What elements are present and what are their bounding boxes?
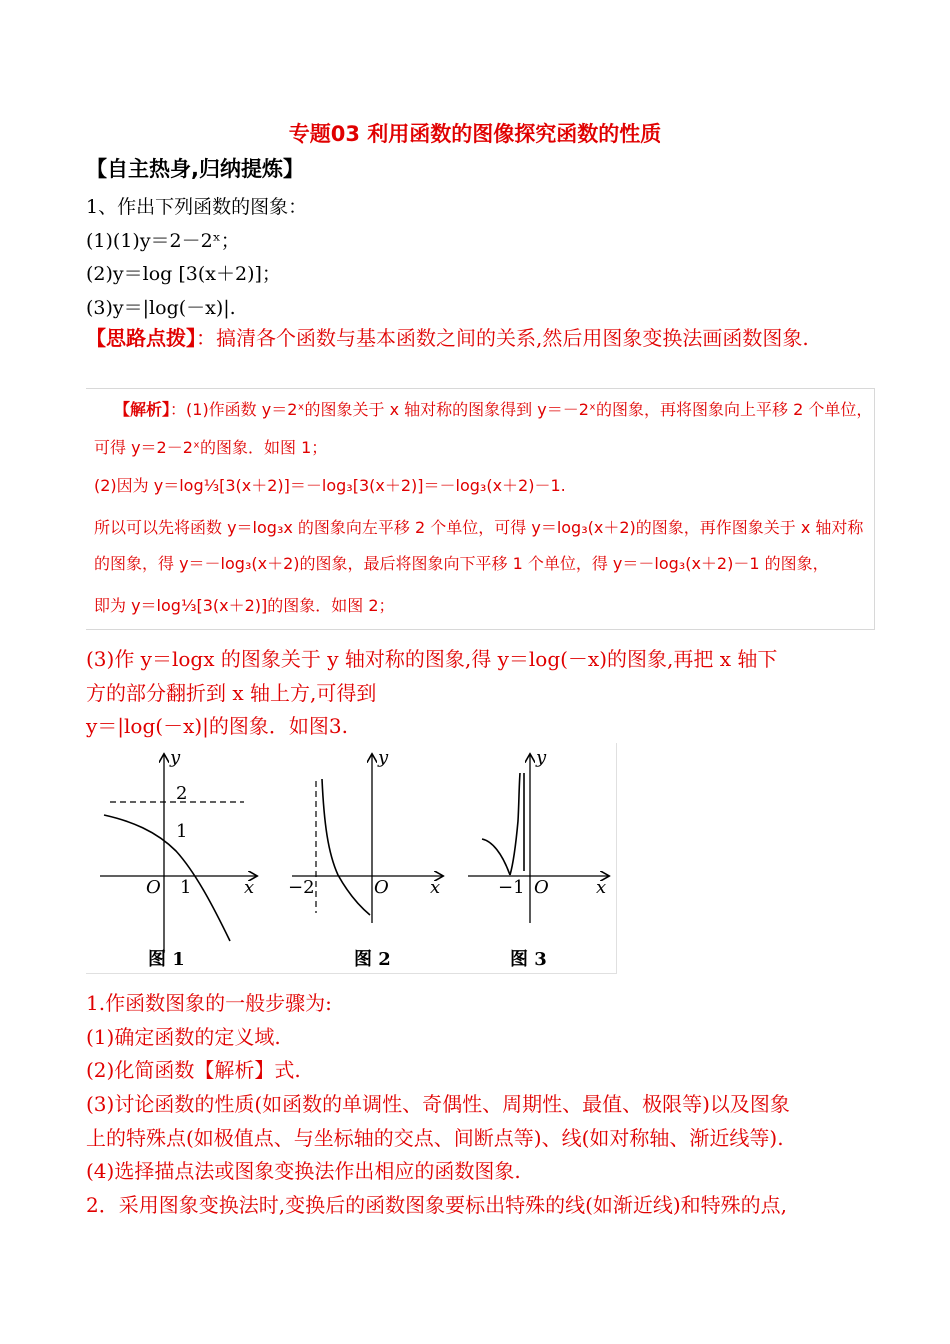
part3-line-1: (3)作 y＝logx 的图象关于 y 轴对称的图象,得 y＝log(－x)的图象,再把 x 轴下: [86, 647, 778, 671]
fig2-x-label: x: [430, 877, 441, 898]
fig1-curve: [104, 815, 230, 941]
solution-label: 【解析】: [114, 400, 171, 419]
page-title: 专题03 利用函数的图像探究函数的性质: [288, 122, 662, 146]
fig1-label-1y: 1: [176, 821, 188, 842]
figure-2: [288, 747, 442, 970]
fig1-caption: 图 1: [148, 949, 185, 970]
fig3-label-neg1: −1: [498, 877, 525, 898]
hint-paragraph: [86, 321, 876, 355]
fig2-y-label: y: [378, 747, 389, 768]
problem-intro: 1、作出下列函数的图象：: [86, 196, 308, 218]
solution-line-6: 即为 y＝log⅓[3(x＋2)]的图象．如图 2；: [94, 596, 395, 615]
problem-item-3: (3)y＝|log(－x)|.: [86, 297, 236, 319]
fig1-x-label: x: [244, 877, 255, 898]
figures-panel: [86, 743, 617, 974]
solution-line-2: 可得 y＝2－2ˣ的图象．如图 1；: [94, 438, 328, 457]
step-4: (4)选择描点法或图象变换法作出相应的函数图象.: [86, 1159, 521, 1183]
fig2-label-neg2: −2: [288, 877, 315, 898]
steps-intro: 1.作函数图象的一般步骤为:: [86, 991, 332, 1015]
fig1-label-1x: 1: [180, 877, 192, 898]
figure-1: [100, 747, 256, 970]
figure-3: [468, 747, 608, 970]
fig2-curve: [322, 779, 370, 915]
solution-line-1: [114, 397, 872, 420]
solution-line-3: (2)因为 y＝log⅓[3(x＋2)]＝－log₃[3(x＋2)]＝－log₃(x＋2)－1.: [94, 476, 566, 495]
hint-text: ：搞清各个函数与基本函数之间的关系,然后用图象变换法画函数图象.: [196, 326, 809, 350]
fig1-y-label: y: [170, 747, 181, 768]
fig3-caption: 图 3: [510, 949, 547, 970]
step-3a: (3)讨论函数的性质(如函数的单调性、奇偶性、周期性、最值、极限等)以及图象: [86, 1092, 790, 1116]
step-3b: 上的特殊点(如极值点、与坐标轴的交点、间断点等)、线(如对称轴、渐近线等).: [86, 1126, 784, 1150]
fig3-x-label: x: [596, 877, 607, 898]
hint-label: 【思路点拨】: [86, 326, 196, 350]
part3-line-2: 方的部分翻折到 x 轴上方,可得到: [86, 681, 377, 705]
fig2-origin-label: O: [374, 877, 389, 898]
fig3-origin-label: O: [534, 877, 549, 898]
problem-item-1: (1)(1)y＝2－2ˣ；: [86, 230, 240, 252]
section-heading: 【自主热身,归纳提炼】: [86, 157, 304, 181]
fig3-curve-left: [482, 839, 510, 875]
fig3-curve-right: [510, 773, 520, 875]
fig2-caption: 图 2: [354, 949, 391, 970]
tip-2: 2．采用图象变换法时,变换后的函数图象要标出特殊的线(如渐近线)和特殊的点,: [86, 1193, 788, 1217]
step-2: (2)化简函数【解析】式.: [86, 1058, 301, 1082]
problem-item-2: (2)y＝log [3(x＋2)]；: [86, 263, 281, 285]
solution-box: [86, 388, 875, 630]
fig1-label-2: 2: [176, 783, 188, 804]
solution-line-5: 的图象，得 y＝－log₃(x＋2)的图象，最后将图象向下平移 1 个单位，得 y＝－log₃(x＋2)－1 的图象，: [94, 554, 829, 573]
figures-svg: [86, 743, 616, 973]
step-1: (1)确定函数的定义域.: [86, 1025, 281, 1049]
solution-text-1: ：(1)作函数 y＝2ˣ的图象关于 x 轴对称的图象得到 y＝－2ˣ的图象，再将图象向上平移 2 个单位，: [170, 400, 873, 419]
solution-line-4: 所以可以先将函数 y＝log₃x 的图象向左平移 2 个单位，可得 y＝log₃(x＋2)的图象，再作图象关于 x 轴对称: [94, 518, 864, 537]
fig3-y-label: y: [536, 747, 547, 768]
part3-line-3: y＝|log(－x)|的图象．如图3.: [86, 714, 348, 738]
fig1-origin-label: O: [146, 877, 161, 898]
